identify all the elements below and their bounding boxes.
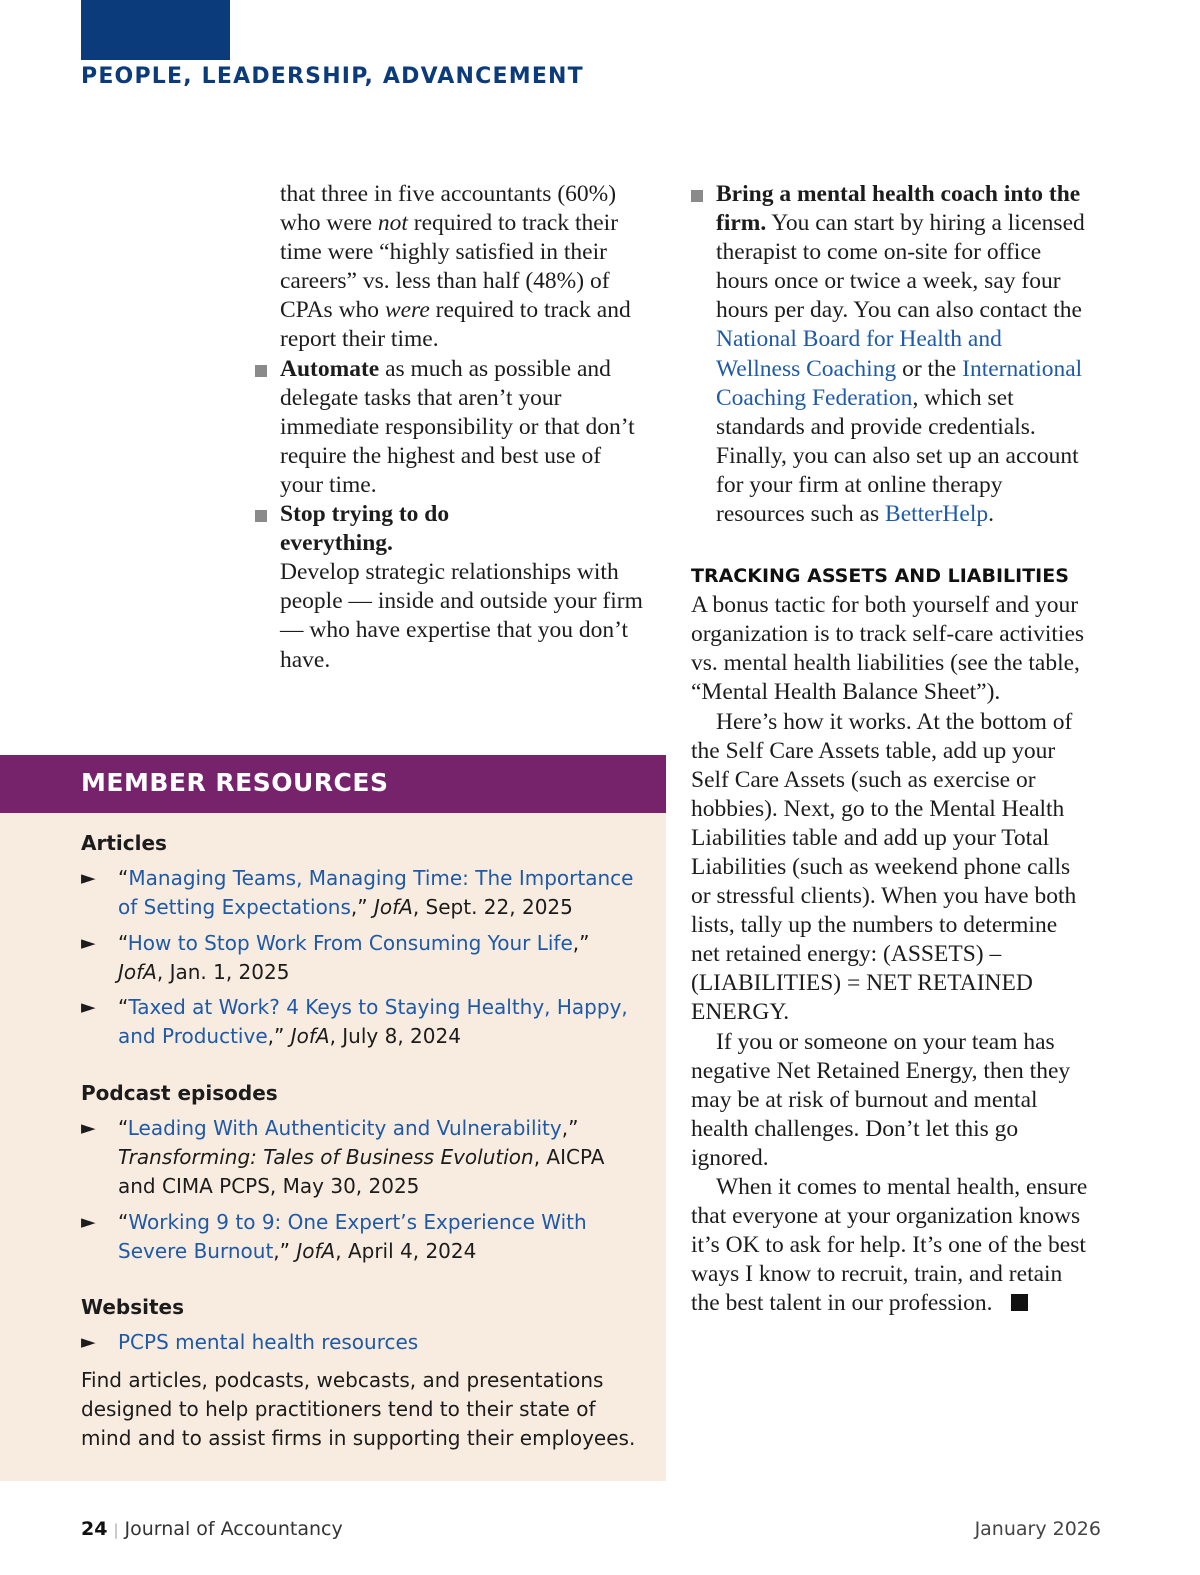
list-item: ► “Leading With Authenticity and Vulnerability,” Transforming: Tales of Business Evolution, AICPA and CIMA PCPS, May 30, 2025 xyxy=(81,1115,605,1199)
list-item: ► “Taxed at Work? 4 Keys to Staying Healthy, Happy, and Productive,” JofA, July 8, 2024 xyxy=(81,995,628,1049)
section-label: PEOPLE, LEADERSHIP, ADVANCEMENT xyxy=(81,64,584,89)
bullet-mental-health-coach: Bring a mental health coach into the firm. You can start by hiring a licensed therapist to come on-site for office hours once or twice a week, say four hours per day. You can also contact the National Board for Health and Wellness Coaching or the International Coaching Federation, which set standards and provide credentials. Finally, you can also set up an account for your firm at online therapy resources such as BetterHelp. xyxy=(691,180,1091,529)
square-bullet-icon xyxy=(691,190,703,202)
member-resources-title: MEMBER RESOURCES xyxy=(81,768,389,797)
link-international-coaching-federation[interactable]: International Coaching Federation xyxy=(716,355,1083,411)
end-of-article-icon xyxy=(1011,1294,1028,1311)
footer-separator: | xyxy=(113,1521,119,1539)
intro-paragraph: that three in five accountants (60%) who were not required to track their time were “highly satisfied in their careers” vs. less than half (48%) of CPAs who were required to track and report their time. xyxy=(280,181,631,353)
square-bullet-icon xyxy=(255,510,267,522)
bullet-stop-trying: Stop trying to do everything. Develop strategic relationships with people — inside and outside your firm — who have expertise that you don’t have. xyxy=(255,500,645,675)
article-link[interactable]: Taxed at Work? 4 Keys to Staying Healthy, Happy, and Productive xyxy=(118,995,628,1049)
body-paragraph-final: When it comes to mental health, ensure that everyone at your organization knows it’s OK to ask for help. It’s one of the best ways I know to recruit, train, and retain the best talent in our profession. xyxy=(691,1174,1088,1317)
list-item: ► “Working 9 to 9: One Expert’s Experience With Severe Burnout,” JofA, April 4, 2024 xyxy=(81,1209,587,1263)
podcasts-heading: Podcast episodes xyxy=(81,1080,278,1105)
member-resources-header xyxy=(0,755,666,813)
link-national-board[interactable]: National Board for Health and Wellness Coaching xyxy=(716,326,1002,382)
websites-heading: Websites xyxy=(81,1295,185,1320)
header-color-block xyxy=(81,0,230,60)
page-number: 24 xyxy=(81,1518,108,1540)
body-paragraph: Here’s how it works. At the bottom of the Self Care Assets table, add up your Self Care Assets (such as exercise or hobbies). Next, go to the Mental Health Liabilities table and add up your Total Liabilities (such as weekend phone calls or stressful clients). When you have both lists, tally up the numbers to determine net retained energy: (ASSETS) – (LIABILITIES) = NET RETAINED ENERGY. xyxy=(691,708,1077,1026)
triangle-bullet-icon: ► xyxy=(81,867,96,889)
website-description: Find articles, podcasts, webcasts, and presentations designed to help practitioners tend to their state of mind and to assist firms in supporting their employees. xyxy=(81,1367,636,1451)
podcast-link[interactable]: Leading With Authenticity and Vulnerability xyxy=(127,1115,562,1140)
articles-heading: Articles xyxy=(81,831,167,855)
bullet-automate: Automate as much as possible and delegate tasks that aren’t your immediate responsibility or that don’t require the highest and best use of your time. xyxy=(255,355,645,500)
triangle-bullet-icon: ► xyxy=(81,1116,96,1139)
section-heading-tracking: TRACKING ASSETS AND LIABILITIES xyxy=(691,565,1069,588)
list-item xyxy=(81,1328,641,1357)
triangle-bullet-icon: ► xyxy=(81,931,96,954)
article-link[interactable]: Managing Teams, Managing Time: The Importance of Setting Expectations xyxy=(118,866,634,920)
article-link[interactable]: How to Stop Work From Consuming Your Life xyxy=(127,930,573,955)
left-column xyxy=(255,180,645,675)
triangle-bullet-icon: ► xyxy=(81,1210,96,1233)
body-paragraph: If you or someone on your team has negative Net Retained Energy, then they may be at risk of burnout and mental health challenges. Don’t let this go ignored. xyxy=(691,1028,1071,1171)
podcast-link[interactable]: Working 9 to 9: One Expert’s Experience With Severe Burnout xyxy=(118,1209,587,1263)
link-betterhelp[interactable]: BetterHelp xyxy=(885,501,989,528)
right-column xyxy=(691,180,1091,1318)
body-paragraph: A bonus tactic for both yourself and your organization is to track self-care activities vs. mental health liabilities (see the table, “Mental Health Balance Sheet”). xyxy=(691,592,1085,706)
triangle-bullet-icon: ► xyxy=(81,1331,96,1354)
list-item: ► “Managing Teams, Managing Time: The Importance of Setting Expectations,” JofA, Sept. 22, 2025 xyxy=(81,866,634,920)
member-resources-content xyxy=(81,829,641,1453)
footer-left xyxy=(81,1518,343,1540)
publication-name: Journal of Accountancy xyxy=(124,1518,343,1540)
square-bullet-icon xyxy=(255,365,267,377)
website-link[interactable]: PCPS mental health resources xyxy=(118,1330,419,1355)
triangle-bullet-icon: ► xyxy=(81,996,96,1019)
issue-date: January 2026 xyxy=(974,1518,1101,1540)
list-item: ► “How to Stop Work From Consuming Your Life,” JofA, Jan. 1, 2025 xyxy=(81,930,590,984)
